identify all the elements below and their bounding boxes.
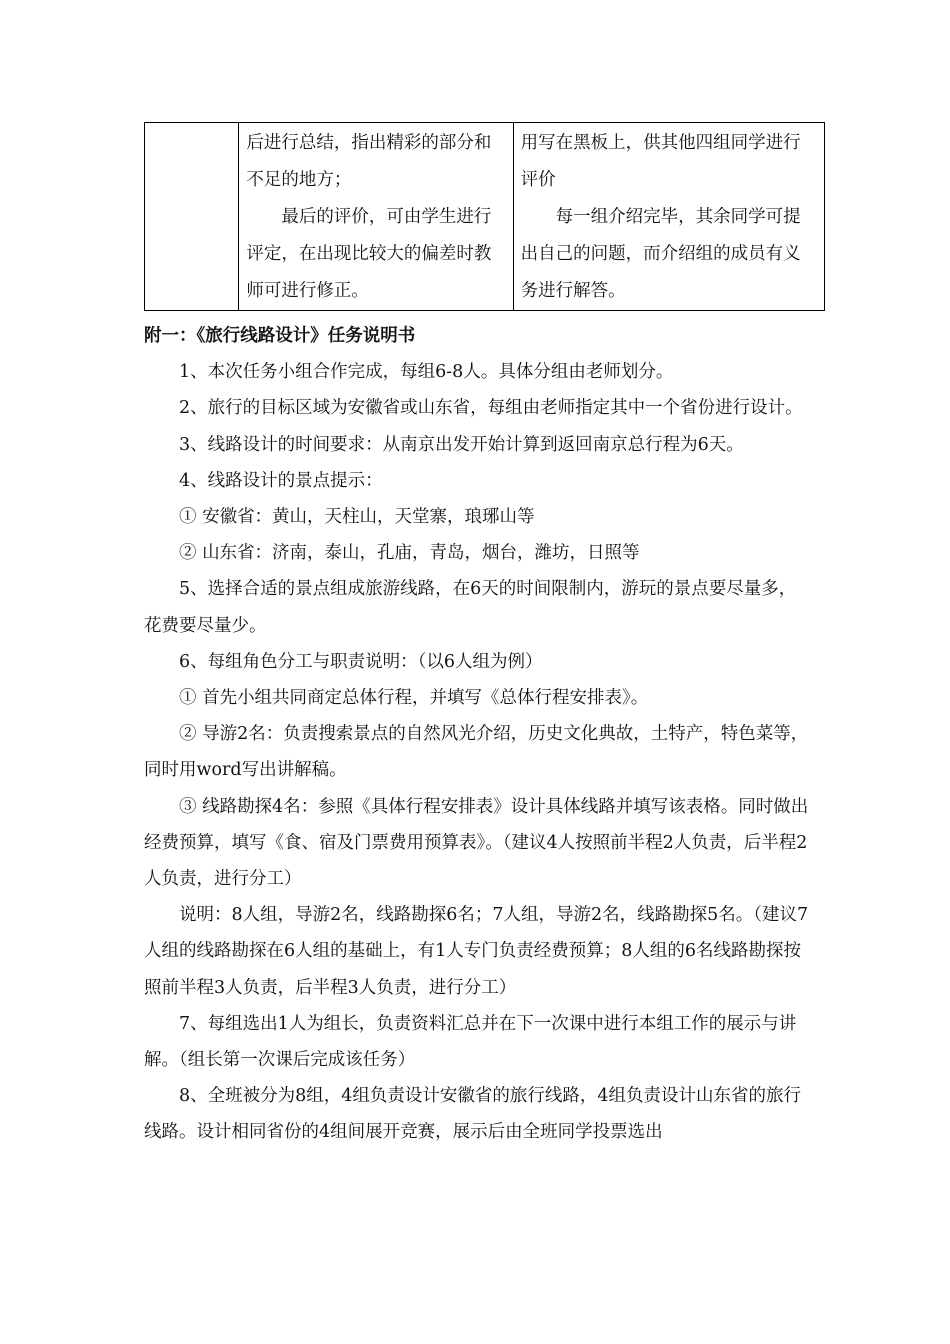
evaluation-table	[144, 122, 825, 311]
section-heading: 附一：《旅行线路设计》任务说明书	[144, 326, 416, 346]
paragraph: 8、全班被分为8组，4组负责设计安徽省的旅行线路，4组负责设计山东省的旅行线路。设计相同省份的4组间展开竞赛，展示后由全班同学投票选出	[144, 1086, 802, 1143]
list-item: ① 安徽省：黄山，天柱山，天堂寨，琅琊山等	[179, 507, 535, 528]
paragraph: 2、旅行的目标区域为安徽省或山东省，每组由老师指定其中一个省份进行设计。	[179, 398, 803, 419]
table-cell-empty	[145, 123, 239, 311]
list-item: ① 首先小组共同商定总体行程，并填写《总体行程安排表》。	[179, 688, 649, 709]
paragraph: 4、线路设计的景点提示：	[179, 470, 383, 491]
paragraph: 1、本次任务小组合作完成，每组6-8人。具体分组由老师划分。	[179, 362, 674, 383]
cell-text: 用写在黑板上，供其他四组同学进行评价	[520, 133, 801, 190]
paragraph: 7、每组选出1人为组长，负责资料汇总并在下一次课中进行本组工作的展示与讲解。（组长第一次课后完成该任务）	[144, 1013, 797, 1071]
paragraph: 说明：8人组，导游2名，线路勘探6名；7人组，导游2名，线路勘探5名。（建议7人组的线路勘探在6人组的基础上，有1人专门负责经费预算；8人组的6名线路勘探按照前半程3人负责，后半程3人负责，进行分工）	[144, 905, 809, 998]
document-body	[144, 318, 810, 1151]
paragraph: 5、选择合适的景点组成旅游线路，在6天的时间限制内，游玩的景点要尽量多，花费要尽量少。	[144, 579, 797, 636]
paragraph: 6、每组角色分工与职责说明：（以6人组为例）	[179, 651, 543, 672]
table-cell-student	[513, 123, 824, 311]
list-item: ③ 线路勘探4名：参照《具体行程安排表》设计具体线路并填写该表格。同时做出经费预算，填写《食、宿及门票费用预算表》。（建议4人按照前半程2人负责，后半程2人负责，进行分工）	[144, 796, 809, 890]
table-cell-teacher	[239, 123, 513, 311]
cell-text: 后进行总结，指出精彩的部分和不足的地方；	[246, 133, 492, 190]
list-item: ② 山东省：济南，泰山，孔庙，青岛，烟台，潍坊，日照等	[179, 543, 640, 564]
list-item: ② 导游2名：负责搜索景点的自然风光介绍，历史文化典故，土特产，特色菜等，同时用word写出讲解稿。	[144, 724, 809, 781]
paragraph: 3、线路设计的时间要求：从南京出发开始计算到返回南京总行程为6天。	[179, 434, 744, 455]
cell-text: 每一组介绍完毕，其余同学可提出自己的问题，而介绍组的成员有义务进行解答。	[520, 207, 801, 301]
cell-text: 最后的评价，可由学生进行评定，在出现比较大的偏差时教师可进行修正。	[246, 207, 492, 301]
table-row	[145, 123, 825, 311]
